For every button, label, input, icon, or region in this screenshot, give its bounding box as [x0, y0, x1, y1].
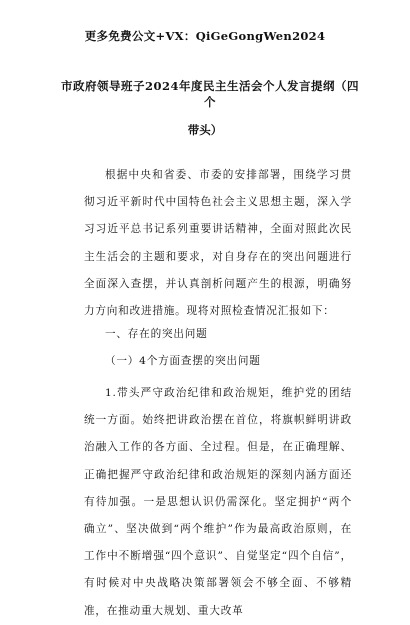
subsection-heading: （一）4个方面查摆的突出问题: [105, 355, 261, 367]
document-title-continued: 带头）: [187, 123, 223, 137]
document-header: 更多免费公文+VX：QiGeGongWen2024: [84, 29, 326, 43]
section-heading: 一、存在的突出问题: [105, 328, 208, 340]
intro-paragraph: 根据中央和省委、市委的安排部署，围绕学习贯彻习近平新时代中国特色社会主义思想主题，深入学习习近平总书记系列重要讲话精神，全面对照此次民主生活会的主题和要求，对自身存在的突出问题进行全面深入查摆，并认真剖析问题产生的根源，明确努力方向和改进措施。现将对照检查情况汇报如下：: [84, 169, 352, 318]
body-paragraph: 1.带头严守政治纪律和政治规矩，维护党的团结统一方面。始终把讲政治摆在首位，将旗帜鲜明讲政治融入工作的各方面、全过程。但是，在正确理解、正确把握严守政治纪律和政治规矩的深刻内涵方面还有待加强。一是思想认识仍需深化。坚定拥护“两个确立”、坚决做到“两个维护”作为最高政治原则，在工作中不断增强“四个意识”、自觉坚定“四个自信”，有时候对中央战略决策部署领会不够全面、不够精准，在推动重大规划、重大改革: [84, 387, 352, 617]
document-title: 市政府领导班子2024年度民主生活会个人发言提纲（四个: [60, 79, 359, 109]
